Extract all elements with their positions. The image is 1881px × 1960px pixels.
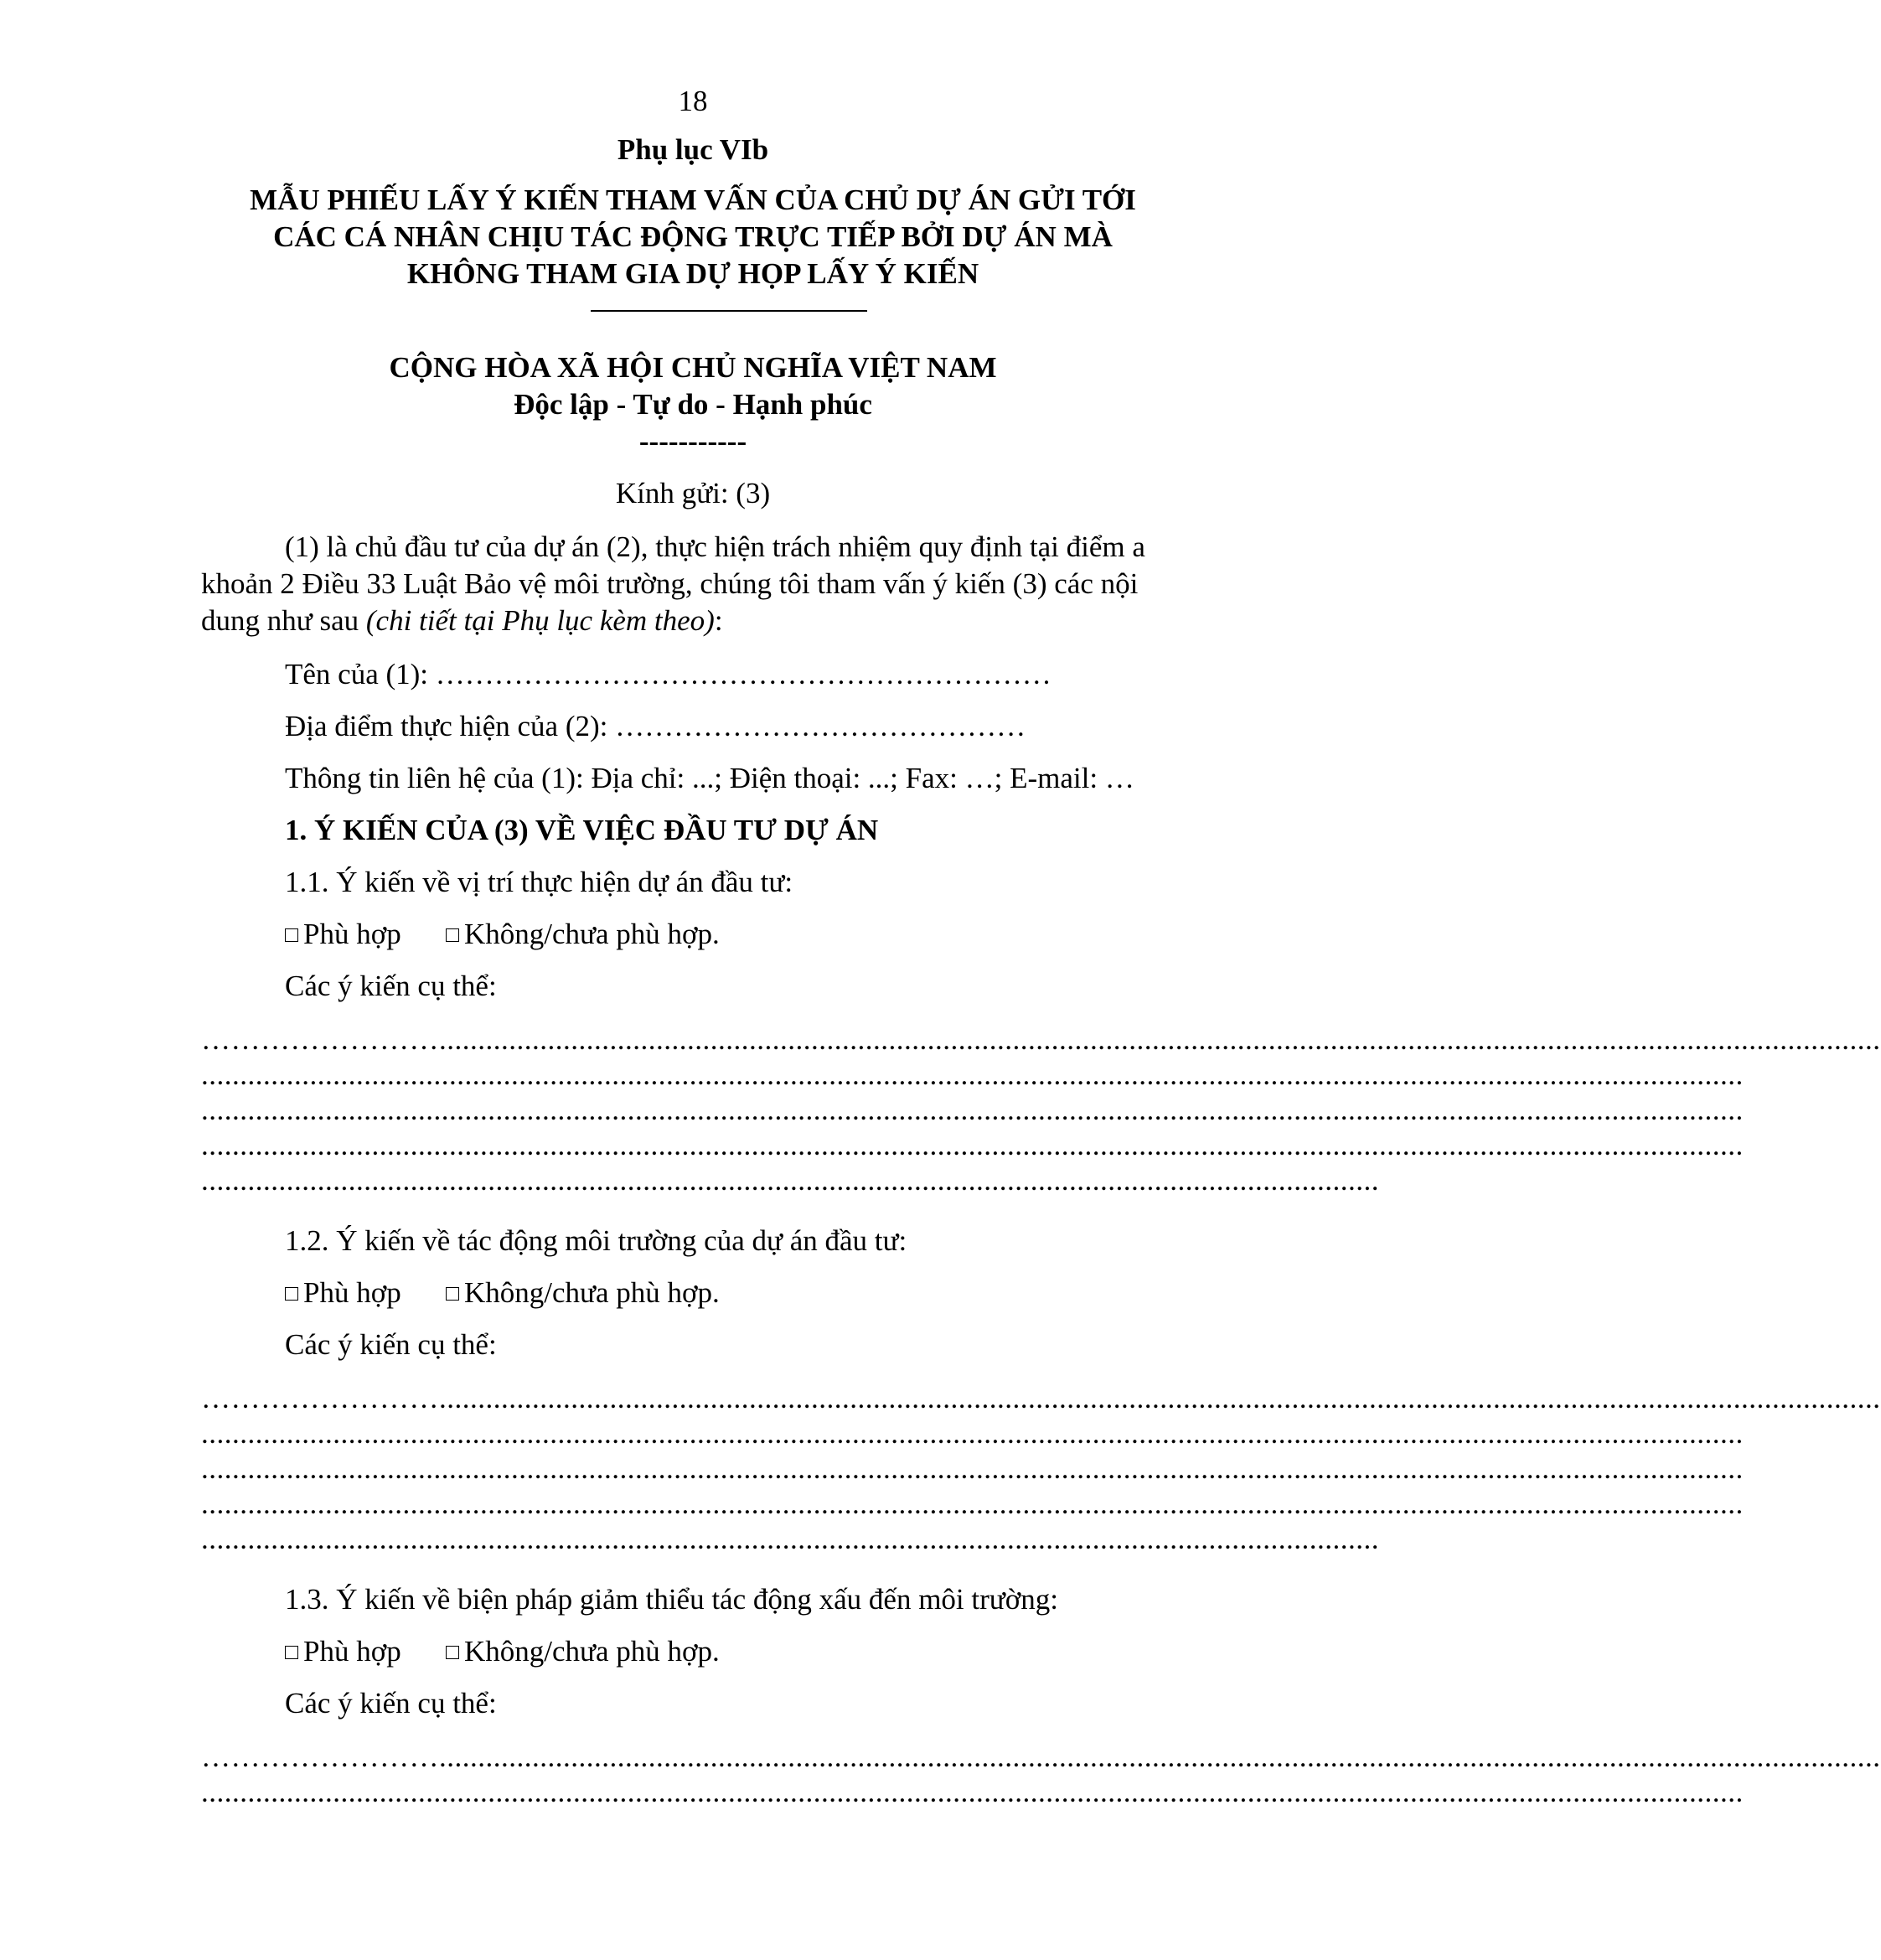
option-label: Phù hợp <box>303 1276 401 1309</box>
question-1-3-comment-line[interactable]: …………………….......................................................................................................................................................................................... <box>201 1740 1881 1773</box>
intro-line-3-end: : <box>714 604 723 637</box>
option-label: Không/chưa phù hợp. <box>464 918 720 950</box>
question-1-1-label: 1.1. Ý kiến về vị trí thực hiện dự án đầu tư: <box>285 866 793 898</box>
question-1-2-comment-line[interactable]: ....................................................................................................................................................................................................... <box>201 1487 1744 1520</box>
form-title-line-1: MẪU PHIẾU LẤY Ý KIẾN THAM VẤN CỦA CHỦ DỰ ÁN GỬI TỚI <box>250 184 1136 216</box>
intro-line-2: khoản 2 Điều 33 Luật Bảo vệ môi trường, chúng tôi tham vấn ý kiến (3) các nội <box>201 567 1139 600</box>
option-label: Không/chưa phù hợp. <box>464 1635 720 1668</box>
field-project-location[interactable]: Địa điểm thực hiện của (2): …………………………………… <box>285 710 1026 742</box>
intro-line-3-text: dung như sau <box>201 604 366 637</box>
question-1-2-label: 1.2. Ý kiến về tác động môi trường của dự án đầu tư: <box>285 1224 907 1257</box>
national-motto: Độc lập - Tự do - Hạnh phúc <box>514 388 872 421</box>
question-1-3-label: 1.3. Ý kiến về biện pháp giảm thiểu tác động xấu đến môi trường: <box>285 1583 1058 1616</box>
checkbox-icon[interactable] <box>446 1646 459 1659</box>
intro-line-1: (1) là chủ đầu tư của dự án (2), thực hiện trách nhiệm quy định tại điểm a <box>285 530 1145 563</box>
addressee: Kính gửi: (3) <box>615 477 771 509</box>
question-1-2-comment-line[interactable]: ....................................................................................................................................................................................................... <box>201 1452 1744 1485</box>
question-1-1-comments-label: Các ý kiến cụ thể: <box>285 970 497 1002</box>
question-1-1-comment-line[interactable]: ....................................................................................................................................................................................................... <box>201 1058 1744 1091</box>
checkbox-icon[interactable] <box>446 928 459 942</box>
option-label: Phù hợp <box>303 1635 401 1668</box>
national-title: CỘNG HÒA XÃ HỘI CHỦ NGHĨA VIỆT NAM <box>389 351 997 384</box>
page-number: 18 <box>678 85 708 117</box>
field-contact-info[interactable]: Thông tin liên hệ của (1): Địa chỉ: ...; Điện thoại: ...; Fax: …; E-mail: … <box>285 762 1134 794</box>
question-1-1-option-suitable[interactable] <box>285 917 401 952</box>
option-label: Phù hợp <box>303 918 401 950</box>
intro-line-3 <box>201 603 723 639</box>
option-label: Không/chưa phù hợp. <box>464 1276 720 1309</box>
motto-underline: ----------- <box>638 425 747 458</box>
title-divider <box>591 310 867 312</box>
question-1-1-comment-line[interactable]: ........................................................................................................................................................ <box>201 1164 1379 1197</box>
form-title-line-3: KHÔNG THAM GIA DỰ HỌP LẤY Ý KIẾN <box>406 257 979 290</box>
question-1-2-comment-line[interactable]: …………………….......................................................................................................................................................................................... <box>201 1382 1881 1414</box>
question-1-3-option-unsuitable[interactable] <box>446 1634 720 1669</box>
checkbox-icon[interactable] <box>285 1287 298 1301</box>
question-1-2-option-unsuitable[interactable] <box>446 1275 720 1311</box>
question-1-2-option-suitable[interactable] <box>285 1275 401 1311</box>
question-1-2-comment-line[interactable]: ....................................................................................................................................................................................................... <box>201 1417 1744 1450</box>
checkbox-icon[interactable] <box>285 928 298 942</box>
checkbox-icon[interactable] <box>285 1646 298 1659</box>
question-1-3-comment-line[interactable]: ....................................................................................................................................................................................................... <box>201 1776 1744 1808</box>
question-1-1-comment-line[interactable]: ....................................................................................................................................................................................................... <box>201 1094 1744 1126</box>
question-1-2-comment-line[interactable]: ........................................................................................................................................................ <box>201 1523 1379 1555</box>
section-1-heading: 1. Ý KIẾN CỦA (3) VỀ VIỆC ĐẦU TƯ DỰ ÁN <box>285 814 879 846</box>
intro-line-3-italic: (chi tiết tại Phụ lục kèm theo) <box>365 604 715 637</box>
checkbox-icon[interactable] <box>446 1287 459 1301</box>
question-1-1-comment-line[interactable]: …………………….......................................................................................................................................................................................... <box>201 1023 1881 1056</box>
appendix-title: Phụ lục VIb <box>617 133 769 166</box>
question-1-1-option-unsuitable[interactable] <box>446 917 720 952</box>
question-1-3-comments-label: Các ý kiến cụ thể: <box>285 1687 497 1720</box>
question-1-2-comments-label: Các ý kiến cụ thể: <box>285 1328 497 1361</box>
form-title-line-2: CÁC CÁ NHÂN CHỊU TÁC ĐỘNG TRỰC TIẾP BỞI DỰ ÁN MÀ <box>273 220 1113 253</box>
question-1-3-option-suitable[interactable] <box>285 1634 401 1669</box>
field-project-owner-name[interactable]: Tên của (1): ……………………………………………………… <box>285 658 1052 690</box>
question-1-1-comment-line[interactable]: ....................................................................................................................................................................................................... <box>201 1129 1744 1161</box>
